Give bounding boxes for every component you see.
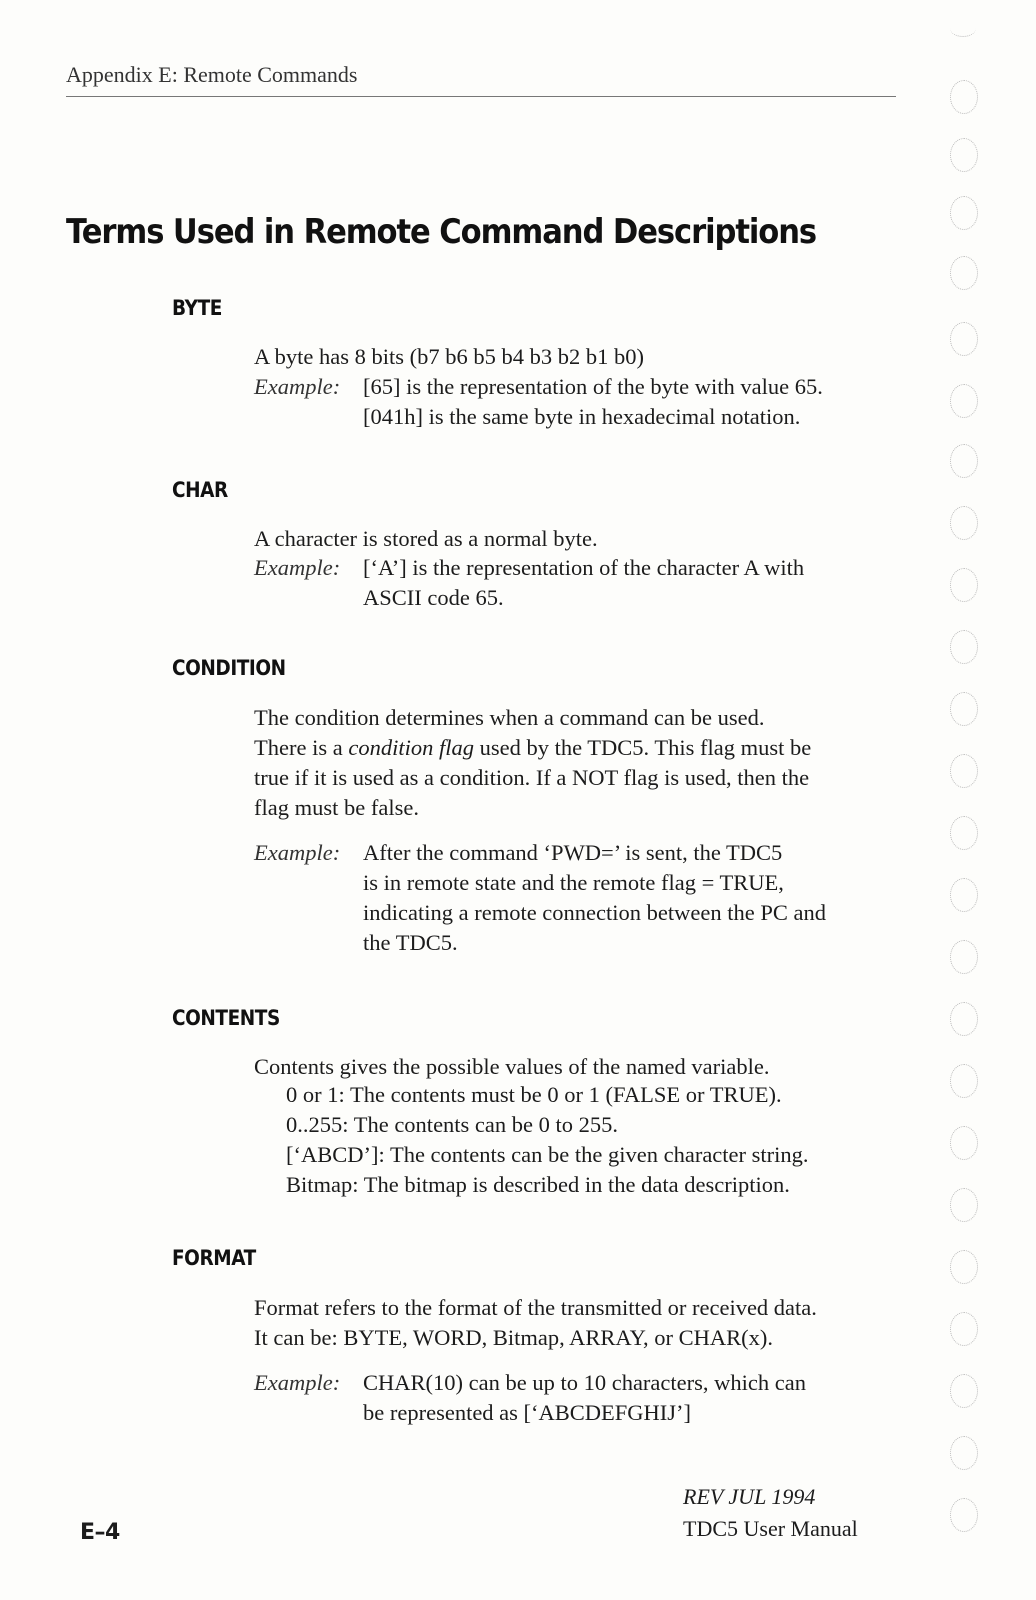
binder-hole-icon — [950, 940, 978, 974]
condition-line-4: flag must be false. — [254, 795, 419, 820]
contents-line-1: Contents gives the possible values of the named variable. — [254, 1054, 770, 1079]
condition-example-label: Example: — [254, 840, 341, 865]
binder-hole-icon — [950, 1374, 978, 1408]
contents-item: Bitmap: The bitmap is described in the data description. — [286, 1172, 790, 1197]
binder-hole-icon — [950, 1498, 978, 1532]
binder-hole-icon — [950, 568, 978, 602]
binder-hole-icon — [950, 196, 978, 230]
condition-example-1: After the command ‘PWD=’ is sent, the TDC5 — [363, 840, 783, 865]
condition-line-1: The condition determines when a command can be used. — [254, 705, 765, 730]
page-number: E–4 — [80, 1520, 120, 1545]
revision-date: REV JUL 1994 — [683, 1484, 816, 1509]
format-example-2: be represented as [‘ABCDEFGHIJ’] — [363, 1400, 692, 1425]
binder-hole-icon — [950, 138, 978, 172]
term-byte: BYTE — [172, 296, 222, 320]
header-text: Appendix E: Remote Commands — [66, 62, 358, 87]
condition-line-2 — [254, 733, 811, 763]
char-example-1: [‘A’] is the representation of the character A with — [363, 555, 805, 580]
binder-hole-icon — [950, 692, 978, 726]
format-line-2: It can be: BYTE, WORD, Bitmap, ARRAY, or CHAR(x). — [254, 1325, 773, 1350]
term-contents: CONTENTS — [172, 1006, 280, 1030]
binder-hole-icon — [950, 1002, 978, 1036]
condition-line-2-pre: There is a — [254, 735, 349, 760]
binder-hole-icon — [950, 80, 978, 114]
binder-hole-icon — [950, 754, 978, 788]
binder-hole-icon — [950, 444, 978, 478]
byte-example-1: [65] is the representation of the byte with value 65. — [363, 374, 823, 399]
condition-flag-term: condition flag — [348, 735, 474, 760]
byte-example-2: [041h] is the same byte in hexadecimal notation. — [363, 404, 801, 429]
binder-hole-icon — [950, 1188, 978, 1222]
condition-example-2: is in remote state and the remote flag = TRUE, — [363, 870, 784, 895]
binder-hole-icon — [950, 256, 978, 290]
binder-hole-icon — [950, 1436, 978, 1470]
binder-hole-icon — [950, 630, 978, 664]
page-title: Terms Used in Remote Command Descriptions — [66, 212, 817, 252]
binder-hole-icon — [950, 1126, 978, 1160]
header-rule — [66, 96, 896, 97]
contents-item: 0 or 1: The contents must be 0 or 1 (FALSE or TRUE). — [286, 1082, 782, 1107]
char-example-2: ASCII code 65. — [363, 585, 504, 610]
format-line-1: Format refers to the format of the transmitted or received data. — [254, 1295, 817, 1320]
term-char: CHAR — [172, 478, 228, 502]
binder-hole-icon — [950, 322, 978, 356]
char-line-1: A character is stored as a normal byte. — [254, 526, 598, 551]
binder-hole-icon — [950, 506, 978, 540]
binder-hole-icon — [950, 878, 978, 912]
format-example-1: CHAR(10) can be up to 10 characters, which can — [363, 1370, 806, 1395]
binder-hole-icon — [950, 20, 976, 37]
condition-example-3: indicating a remote connection between the PC and — [363, 900, 826, 925]
manual-title: TDC5 User Manual — [683, 1516, 858, 1541]
condition-example-4: the TDC5. — [363, 930, 458, 955]
byte-example-label: Example: — [254, 374, 341, 399]
binder-hole-icon — [950, 384, 978, 418]
char-example-label: Example: — [254, 555, 341, 580]
contents-item: [‘ABCD’]: The contents can be the given character string. — [286, 1142, 809, 1167]
binder-hole-icon — [950, 816, 978, 850]
byte-line-1: A byte has 8 bits (b7 b6 b5 b4 b3 b2 b1 b0) — [254, 344, 644, 369]
contents-item: 0..255: The contents can be 0 to 255. — [286, 1112, 619, 1137]
format-example-label: Example: — [254, 1370, 341, 1395]
binder-hole-icon — [950, 1312, 978, 1346]
term-condition: CONDITION — [172, 656, 286, 680]
binder-hole-icon — [950, 1064, 978, 1098]
condition-line-3: true if it is used as a condition. If a NOT flag is used, then the — [254, 765, 810, 790]
term-format: FORMAT — [172, 1246, 256, 1270]
condition-line-2-post: used by the TDC5. This flag must be — [473, 735, 812, 760]
binder-hole-icon — [950, 1250, 978, 1284]
